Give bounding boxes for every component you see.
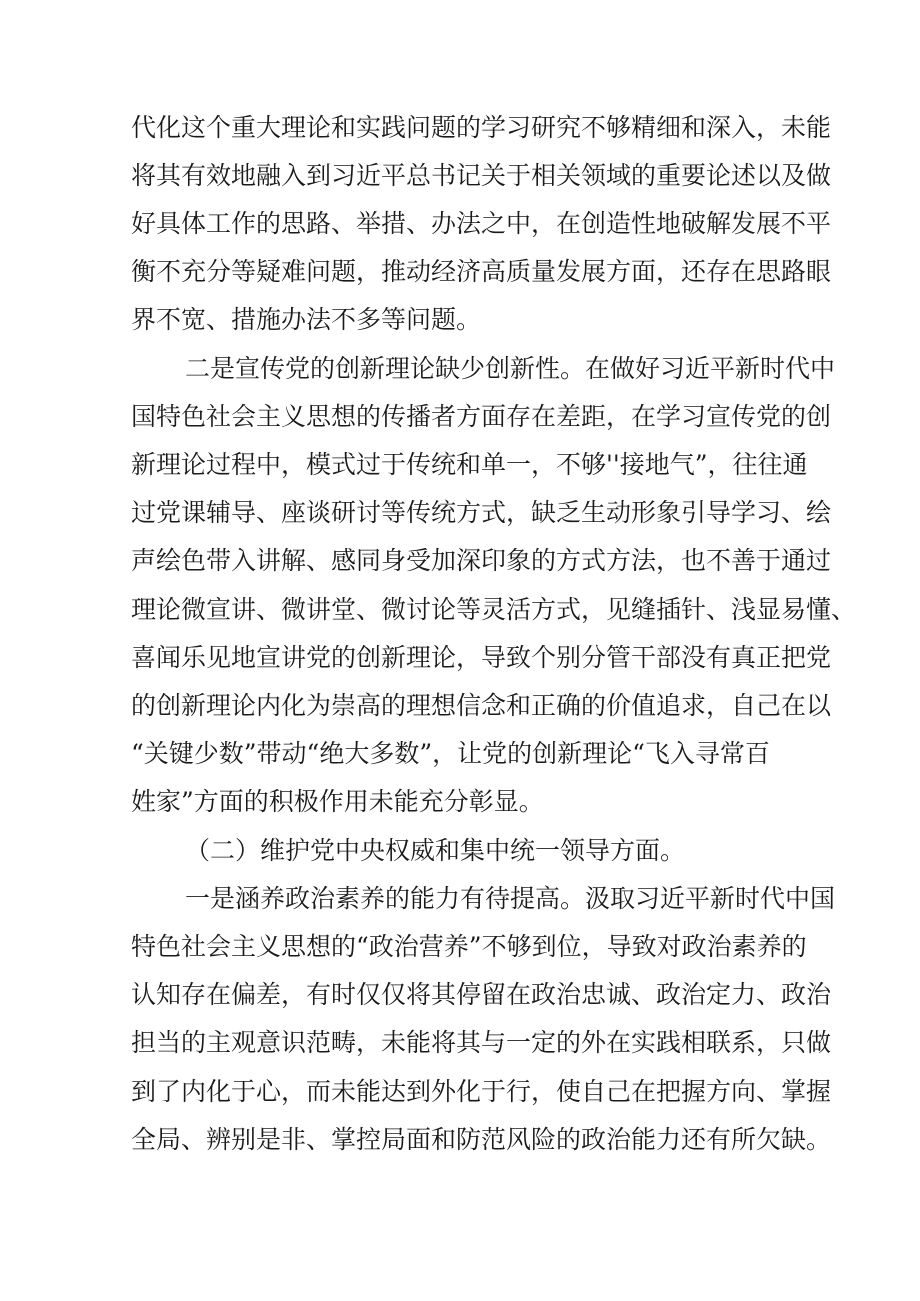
section-heading: （二）维护党中央权威和集中统一领导方面。 — [185, 836, 686, 865]
text-line: 特色社会主义思想的“政治营养”不够到位，导致对政治素养的 — [131, 932, 807, 961]
text-line: 喜闻乐见地宣讲党的创新理论，导致个别分管干部没有真正把党 — [131, 643, 832, 672]
text-line: 国特色社会主义思想的传播者方面存在差距，在学习宣传党的创 — [131, 402, 832, 431]
text-line: 全局、辨别是非、掌控局面和防范风险的政治能力还有所欠缺。 — [131, 1125, 832, 1154]
text-line: 界不宽、措施办法不多等问题。 — [131, 305, 482, 334]
text-line: 一是涵养政治素养的能力有待提高。汲取习近平新时代中国 — [185, 884, 836, 913]
text-line: 将其有效地融入到习近平总书记关于相关领域的重要论述以及做 — [131, 161, 832, 190]
text-line: 认知存在偏差，有时仅仅将其停留在政治忠诚、政治定力、政治 — [131, 980, 832, 1009]
text-line: 到了内化于心，而未能达到外化于行，使自己在把握方向、掌握 — [131, 1077, 832, 1106]
text-line: 声绘色带入讲解、感同身受加深印象的方式方法，也不善于通过 — [131, 546, 832, 575]
text-line: 理论微宣讲、微讲堂、微讨论等灵活方式，见缝插针、浅显易懂、 — [131, 595, 857, 624]
text-line: “关键少数”带动“绝大多数”，让党的创新理论“飞入寻常百 — [131, 739, 770, 768]
text-line: 担当的主观意识范畴，未能将其与一定的外在实践相联系，只做 — [131, 1028, 832, 1057]
text-line: 代化这个重大理论和实践问题的学习研究不够精细和深入，未能 — [131, 113, 832, 142]
text-line: 姓家”方面的积极作用未能充分彰显。 — [131, 787, 544, 816]
text-line: 二是宣传党的创新理论缺少创新性。在做好习近平新时代中 — [185, 354, 836, 383]
text-line: 好具体工作的思路、举措、办法之中，在创造性地破解发展不平 — [131, 209, 832, 238]
text-line: 过党课辅导、座谈研讨等传统方式，缺乏生动形象引导学习、绘 — [131, 498, 832, 527]
text-line: 的创新理论内化为崇高的理想信念和正确的价值追求，自己在以 — [131, 691, 832, 720]
text-line: 衡不充分等疑难问题，推动经济高质量发展方面，还存在思路眼 — [131, 257, 832, 286]
text-line: 新理论过程中，模式过于传统和单一，不够''接地气”，往往通 — [131, 450, 808, 479]
